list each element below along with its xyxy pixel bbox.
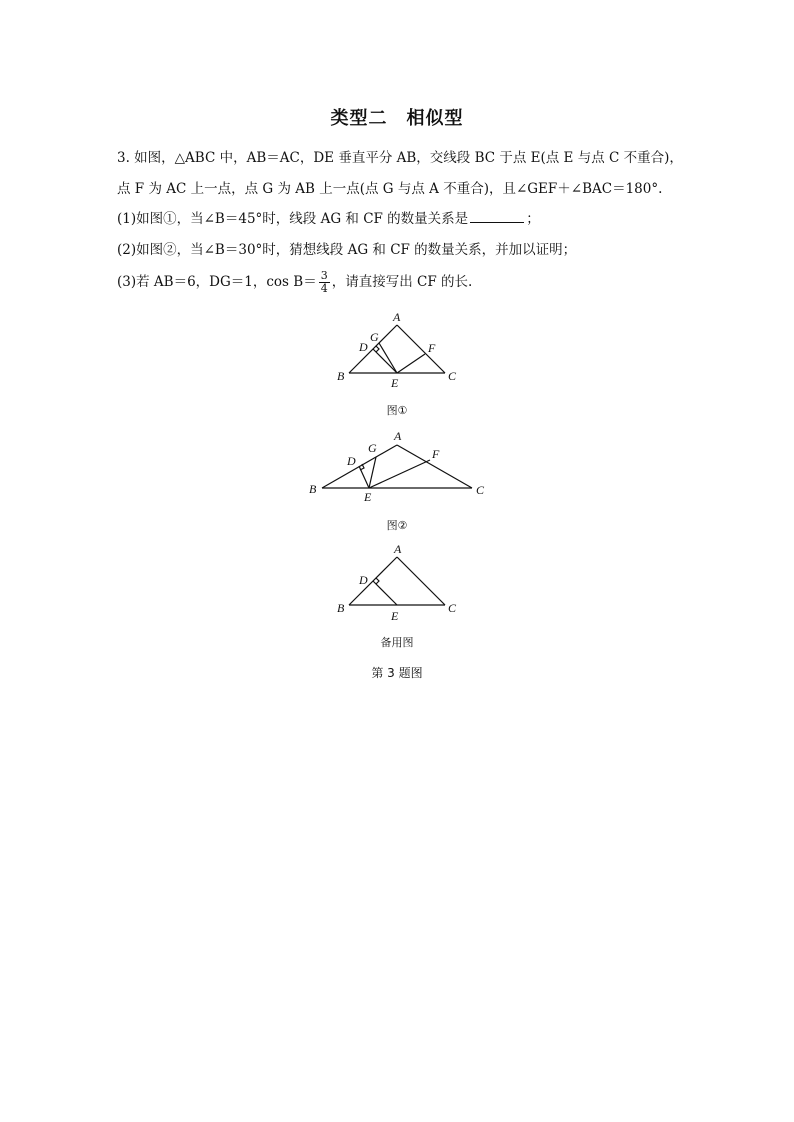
right-angle-mark [376,578,379,584]
label-e: E [364,490,372,504]
figure-2-diagram [300,425,500,505]
fraction-three-quarters [319,270,330,295]
label-f: F [428,341,436,355]
label-g: G [368,441,377,455]
label-b: B [309,482,317,496]
figure-2-caption: 图② [386,519,408,532]
segment-ac [397,325,445,373]
label-b: B [337,369,345,383]
label-c: C [476,483,485,497]
part1-end: ； [526,211,540,227]
fraction-denominator: 4 [320,282,328,295]
label-e: E [391,376,399,390]
label-d: D [359,340,368,354]
label-d: D [359,573,368,587]
problem-part-3 [117,270,472,295]
figure-3-diagram [330,538,470,626]
part3-text: (3)若 AB＝6，DG＝1，cos B＝ [117,274,317,290]
answer-blank[interactable] [470,210,524,223]
label-g: G [370,330,379,344]
segment-ef [397,354,425,373]
part1-text: (1)如图①，当∠B＝45°时，线段 AG 和 CF 的数量关系是 [117,211,469,227]
label-d: D [347,454,356,468]
label-c: C [448,369,457,383]
segment-de [373,581,397,605]
question-figure-caption: 第 3 题图 [371,666,423,680]
right-angle-mark [376,346,379,352]
label-c: C [448,601,457,615]
figure-1-caption: 图① [386,404,408,417]
part3-end: ，请直接写出 CF 的长. [331,274,473,290]
segment-ac [397,557,445,605]
problem-line-2: 点 F 为 AC 上一点，点 G 为 AB 上一点(点 G 与点 A 不重合)，且∠GEF＋∠BAC＝180°. [117,181,663,197]
segment-ef [369,460,430,488]
figure-1-diagram [330,308,470,398]
label-f: F [432,447,440,461]
label-a: A [394,542,402,556]
label-e: E [391,609,399,623]
section-heading: 类型二 相似型 [330,108,464,129]
label-a: A [394,429,402,443]
label-a: A [393,310,401,324]
label-b: B [337,601,345,615]
problem-part-1 [117,207,540,227]
figure-3-caption: 备用图 [380,636,414,649]
problem-line-1: 3. 如图，△ABC 中，AB＝AC，DE 垂直平分 AB，交线段 BC 于点 E(点 E 与点 C 不重合)， [117,150,683,166]
problem-part-2: (2)如图②，当∠B＝30°时，猜想线段 AG 和 CF 的数量关系，并加以证明； [117,242,577,258]
fraction-numerator: 3 [320,269,328,282]
segment-ge [369,457,376,488]
